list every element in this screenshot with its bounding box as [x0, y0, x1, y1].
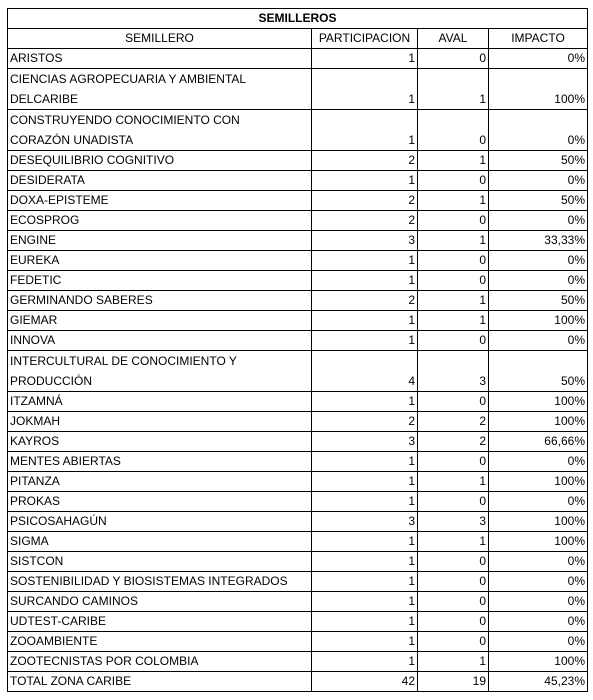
participacion-cell: 1: [312, 49, 418, 69]
aval-cell: 1: [418, 652, 489, 672]
aval-cell: 0: [418, 331, 489, 351]
table-row: [8, 412, 588, 432]
semillero-name-cell: GIEMAR: [8, 311, 312, 331]
semillero-name-cell: [8, 110, 312, 151]
aval-cell: 3: [418, 512, 489, 532]
total-aval: 19: [418, 672, 489, 692]
aval-cell: 0: [418, 492, 489, 512]
aval-cell: 0: [418, 49, 489, 69]
header-row: [8, 29, 588, 49]
impacto-cell: 0%: [489, 331, 588, 351]
impacto-cell: 0%: [489, 171, 588, 191]
semillero-name-cell: EUREKA: [8, 251, 312, 271]
total-label: TOTAL ZONA CARIBE: [8, 672, 312, 692]
participacion-cell: 2: [312, 412, 418, 432]
impacto-cell: 33,33%: [489, 231, 588, 251]
participacion-cell: 1: [312, 171, 418, 191]
table-row: [8, 392, 588, 412]
impacto-cell: 0%: [489, 452, 588, 472]
semillero-name-cell: SIGMA: [8, 532, 312, 552]
participacion-cell: 3: [312, 432, 418, 452]
total-participacion: 42: [312, 672, 418, 692]
table-row: [8, 492, 588, 512]
table-row: [8, 632, 588, 652]
table-row: [8, 331, 588, 351]
participacion-cell: 1: [312, 251, 418, 271]
impacto-cell: 50%: [489, 191, 588, 211]
aval-cell: 0: [418, 211, 489, 231]
semillero-name-cell: ZOOTECNISTAS POR COLOMBIA: [8, 652, 312, 672]
participacion-cell: 1: [312, 572, 418, 592]
aval-cell: 1: [418, 311, 489, 331]
impacto-cell: 100%: [489, 412, 588, 432]
impacto-cell: 0%: [489, 632, 588, 652]
table-row: [8, 291, 588, 311]
table-row: [8, 592, 588, 612]
participacion-cell: 1: [312, 331, 418, 351]
participacion-cell: 2: [312, 191, 418, 211]
semillero-name-cell: PITANZA: [8, 472, 312, 492]
impacto-cell: 100%: [489, 532, 588, 552]
semillero-name-line1: INTERCULTURAL DE CONOCIMIENTO Y: [10, 354, 237, 368]
impacto-cell: 0%: [489, 271, 588, 291]
table-row: [8, 311, 588, 331]
participacion-cell: 1: [312, 110, 418, 151]
aval-cell: 1: [418, 231, 489, 251]
title-row: [8, 9, 588, 29]
aval-cell: 2: [418, 412, 489, 432]
aval-cell: 0: [418, 392, 489, 412]
semillero-name-cell: SURCANDO CAMINOS: [8, 592, 312, 612]
table-title: SEMILLEROS: [8, 9, 588, 29]
aval-cell: 1: [418, 532, 489, 552]
impacto-cell: 0%: [489, 251, 588, 271]
aval-cell: 0: [418, 171, 489, 191]
aval-cell: 0: [418, 251, 489, 271]
aval-cell: 1: [418, 291, 489, 311]
semillero-name-cell: [8, 351, 312, 392]
table-row: [8, 452, 588, 472]
semillero-name-line2: DELCARIBE: [10, 92, 79, 106]
column-header-semillero: SEMILLERO: [8, 29, 312, 49]
table-body: [8, 9, 588, 692]
impacto-cell: 66,66%: [489, 432, 588, 452]
impacto-cell: 0%: [489, 49, 588, 69]
table-row: [8, 652, 588, 672]
aval-cell: 0: [418, 452, 489, 472]
participacion-cell: 1: [312, 392, 418, 412]
participacion-cell: 1: [312, 632, 418, 652]
aval-cell: 1: [418, 472, 489, 492]
semillero-name-line2: PRODUCCIÓN: [10, 374, 93, 388]
impacto-cell: 50%: [489, 291, 588, 311]
impacto-cell: 0%: [489, 592, 588, 612]
semillero-name-cell: DESEQUILIBRIO COGNITIVO: [8, 151, 312, 171]
table-row: [8, 231, 588, 251]
semillero-name-line1: CIENCIAS AGROPECUARIA Y AMBIENTAL: [10, 72, 247, 86]
impacto-cell: 100%: [489, 392, 588, 412]
impacto-cell: 100%: [489, 472, 588, 492]
column-header-impacto: IMPACTO: [489, 29, 588, 49]
table-row: [8, 432, 588, 452]
participacion-cell: 3: [312, 231, 418, 251]
semillero-name-cell: [8, 69, 312, 110]
participacion-cell: 1: [312, 271, 418, 291]
impacto-cell: 100%: [489, 69, 588, 110]
aval-cell: 0: [418, 572, 489, 592]
participacion-cell: 1: [312, 311, 418, 331]
table-row: [8, 49, 588, 69]
aval-cell: 0: [418, 110, 489, 151]
aval-cell: 2: [418, 432, 489, 452]
impacto-cell: 50%: [489, 351, 588, 392]
participacion-cell: 1: [312, 532, 418, 552]
impacto-cell: 50%: [489, 151, 588, 171]
aval-cell: 1: [418, 151, 489, 171]
table-row: [8, 69, 588, 110]
impacto-cell: 0%: [489, 552, 588, 572]
aval-cell: 0: [418, 271, 489, 291]
participacion-cell: 2: [312, 291, 418, 311]
impacto-cell: 0%: [489, 110, 588, 151]
semillero-name-cell: ZOOAMBIENTE: [8, 632, 312, 652]
semillero-name-cell: KAYROS: [8, 432, 312, 452]
semillero-name-cell: INNOVA: [8, 331, 312, 351]
table-row: [8, 612, 588, 632]
aval-cell: 1: [418, 191, 489, 211]
impacto-cell: 100%: [489, 311, 588, 331]
participacion-cell: 2: [312, 211, 418, 231]
table-row: [8, 532, 588, 552]
impacto-cell: 100%: [489, 652, 588, 672]
aval-cell: 1: [418, 69, 489, 110]
semilleros-table: [7, 8, 588, 692]
semillero-name-line2: CORAZÓN UNADISTA: [10, 133, 134, 147]
semillero-name-cell: ECOSPROG: [8, 211, 312, 231]
participacion-cell: 1: [312, 492, 418, 512]
participacion-cell: 1: [312, 472, 418, 492]
aval-cell: 0: [418, 592, 489, 612]
participacion-cell: 1: [312, 69, 418, 110]
semillero-name-cell: ENGINE: [8, 231, 312, 251]
participacion-cell: 1: [312, 592, 418, 612]
participacion-cell: 2: [312, 151, 418, 171]
aval-cell: 0: [418, 552, 489, 572]
semillero-name-cell: PSICOSAHAGÚN: [8, 512, 312, 532]
participacion-cell: 1: [312, 452, 418, 472]
table-row: [8, 512, 588, 532]
impacto-cell: 0%: [489, 612, 588, 632]
table-row: [8, 171, 588, 191]
impacto-cell: 100%: [489, 512, 588, 532]
participacion-cell: 1: [312, 652, 418, 672]
semillero-name-cell: FEDETIC: [8, 271, 312, 291]
table-row: [8, 211, 588, 231]
participacion-cell: 4: [312, 351, 418, 392]
semillero-name-cell: SOSTENIBILIDAD Y BIOSISTEMAS INTEGRADOS: [8, 572, 312, 592]
semillero-name-cell: ITZAMNÁ: [8, 392, 312, 412]
impacto-cell: 0%: [489, 211, 588, 231]
column-header-participacion: PARTICIPACION: [312, 29, 418, 49]
semillero-name-cell: UDTEST-CARIBE: [8, 612, 312, 632]
table-row: [8, 191, 588, 211]
table-row: [8, 351, 588, 392]
column-header-aval: AVAL: [418, 29, 489, 49]
semillero-name-cell: JOKMAH: [8, 412, 312, 432]
aval-cell: 3: [418, 351, 489, 392]
table-row: [8, 552, 588, 572]
aval-cell: 0: [418, 632, 489, 652]
semillero-name-cell: PROKAS: [8, 492, 312, 512]
total-row: [8, 672, 588, 692]
total-impacto: 45,23%: [489, 672, 588, 692]
table-row: [8, 472, 588, 492]
table-row: [8, 271, 588, 291]
table-row: [8, 110, 588, 151]
semillero-name-cell: ARISTOS: [8, 49, 312, 69]
table-row: [8, 572, 588, 592]
table-row: [8, 151, 588, 171]
participacion-cell: 3: [312, 512, 418, 532]
semillero-name-cell: SISTCON: [8, 552, 312, 572]
semillero-name-cell: DESIDERATA: [8, 171, 312, 191]
participacion-cell: 1: [312, 552, 418, 572]
aval-cell: 0: [418, 612, 489, 632]
semillero-name-line1: CONSTRUYENDO CONOCIMIENTO CON: [10, 113, 240, 127]
semillero-name-cell: DOXA-EPISTEME: [8, 191, 312, 211]
semillero-name-cell: MENTES ABIERTAS: [8, 452, 312, 472]
impacto-cell: 0%: [489, 492, 588, 512]
impacto-cell: 0%: [489, 572, 588, 592]
participacion-cell: 1: [312, 612, 418, 632]
semillero-name-cell: GERMINANDO SABERES: [8, 291, 312, 311]
table-row: [8, 251, 588, 271]
